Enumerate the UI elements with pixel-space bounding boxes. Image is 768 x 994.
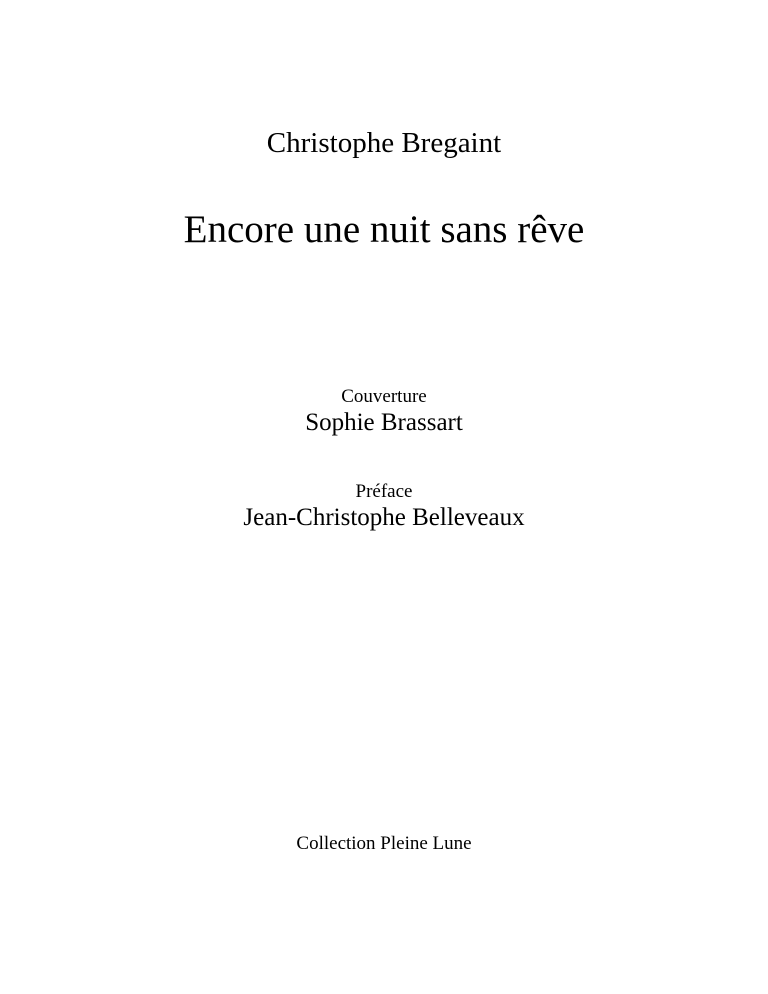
author-name: Christophe Bregaint bbox=[266, 127, 502, 159]
preface-credit-label: Préface bbox=[355, 481, 413, 502]
cover-artist-name: Sophie Brassart bbox=[305, 409, 463, 436]
book-title: Encore une nuit sans rêve bbox=[183, 208, 585, 251]
collection-name: Collection Pleine Lune bbox=[296, 833, 472, 854]
preface-author-name: Jean-Christophe Belleveaux bbox=[243, 504, 525, 531]
cover-credit-label: Couverture bbox=[341, 386, 427, 407]
